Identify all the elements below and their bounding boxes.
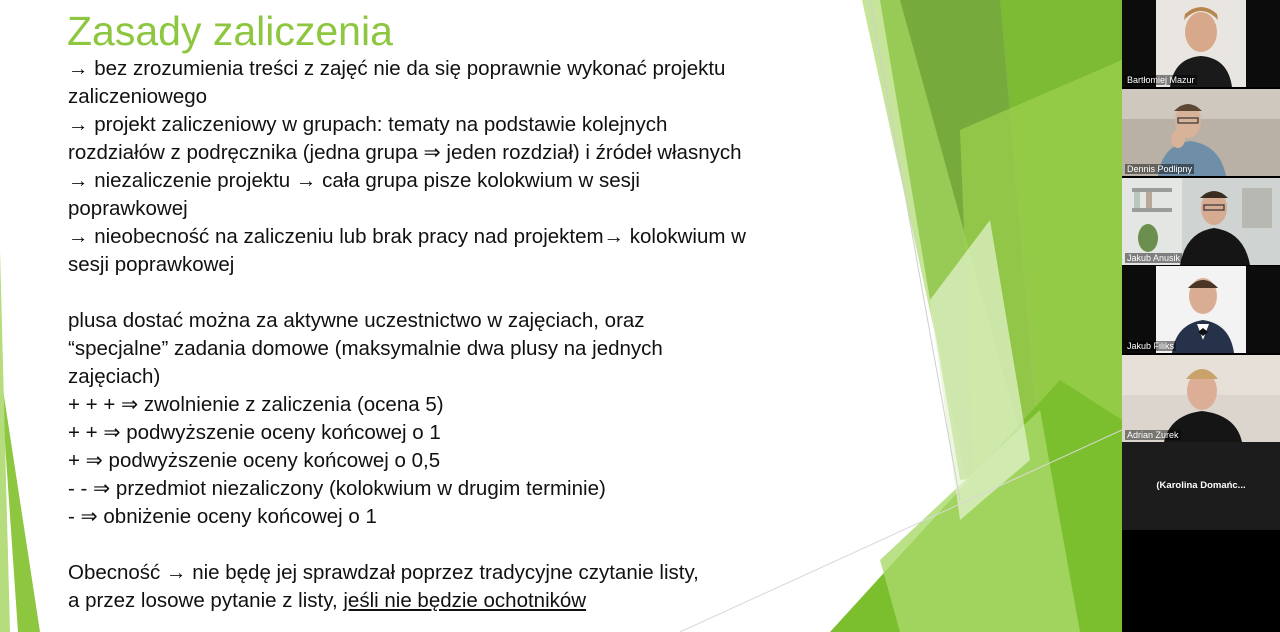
bullet-line: → projekt zaliczeniowy w grupach: tematy na podstawie kolejnych (68, 113, 668, 136)
participant-tile[interactable] (1122, 355, 1280, 442)
participant-video (1122, 89, 1280, 176)
grade-rule: - ⇒ obniżenie oceny końcowej o 1 (68, 505, 377, 528)
grade-rule: - - ⇒ przedmiot niezaliczony (kolokwium w drugim terminie) (68, 477, 606, 500)
grade-rule: + ⇒ podwyższenie oceny końcowej o 0,5 (68, 449, 441, 472)
bullet-line: → bez zrozumienia treści z zajęć nie da się poprawnie wykonać projektu (68, 57, 726, 80)
grade-rule: + + ⇒ podwyższenie oceny końcowej o 1 (68, 421, 441, 444)
participant-name: Bartłomiej Mazur (1127, 75, 1195, 85)
participant-video (1122, 178, 1280, 265)
participant-tile[interactable] (1122, 266, 1280, 353)
bullet-line: poprawkowej (68, 197, 188, 220)
slide-title: Zasady zaliczenia (67, 8, 393, 54)
attendance-text: a przez losowe pytanie z listy, (68, 589, 344, 612)
text-line: plusa dostać można za aktywne uczestnictwo w zajęciach, oraz (68, 309, 645, 332)
participant-name: Jakub Filiks (1127, 341, 1175, 351)
participant-tile[interactable] (1122, 89, 1280, 176)
participant-name: (Karolina Domańc... (1156, 480, 1246, 491)
participant-name: Jakub Anusik (1127, 253, 1181, 263)
participant-name: Dennis Podlipny (1127, 164, 1193, 174)
underlined-text: jeśli nie będzie ochotników (343, 589, 587, 612)
bullet-line: → niezaliczenie projektu → cała grupa pisze kolokwium w sesji (68, 169, 640, 192)
participant-video (1122, 266, 1280, 353)
participant-video (1122, 355, 1280, 442)
bullet-line: → nieobecność na zaliczeniu lub brak pracy nad projektem→ kolokwium w (68, 225, 746, 248)
attendance-line: Obecność → nie będę jej sprawdzał poprzez tradycyjne czytanie listy, (68, 561, 699, 584)
text-line: zajęciach) (68, 365, 161, 388)
participant-tile[interactable] (1122, 0, 1280, 87)
slide-body (68, 55, 858, 615)
participants-panel (1122, 0, 1280, 632)
bullet-line: zaliczeniowego (68, 85, 208, 108)
participant-video (1122, 0, 1280, 87)
grade-rule: + + + ⇒ zwolnienie z zaliczenia (ocena 5) (68, 393, 444, 416)
participant-tile-no-video[interactable] (1122, 442, 1280, 530)
bullet-line: sesji poprawkowej (68, 253, 235, 276)
participant-tile[interactable] (1122, 178, 1280, 265)
participant-name: Adrian Zurek (1127, 430, 1179, 440)
attendance-line-last (68, 587, 858, 615)
bullet-line: rozdziałów z podręcznika (jedna grupa ⇒ jeden rozdział) i źródeł własnych (68, 141, 742, 164)
text-line: “specjalne” zadania domowe (maksymalnie dwa plusy na jednych (68, 337, 663, 360)
